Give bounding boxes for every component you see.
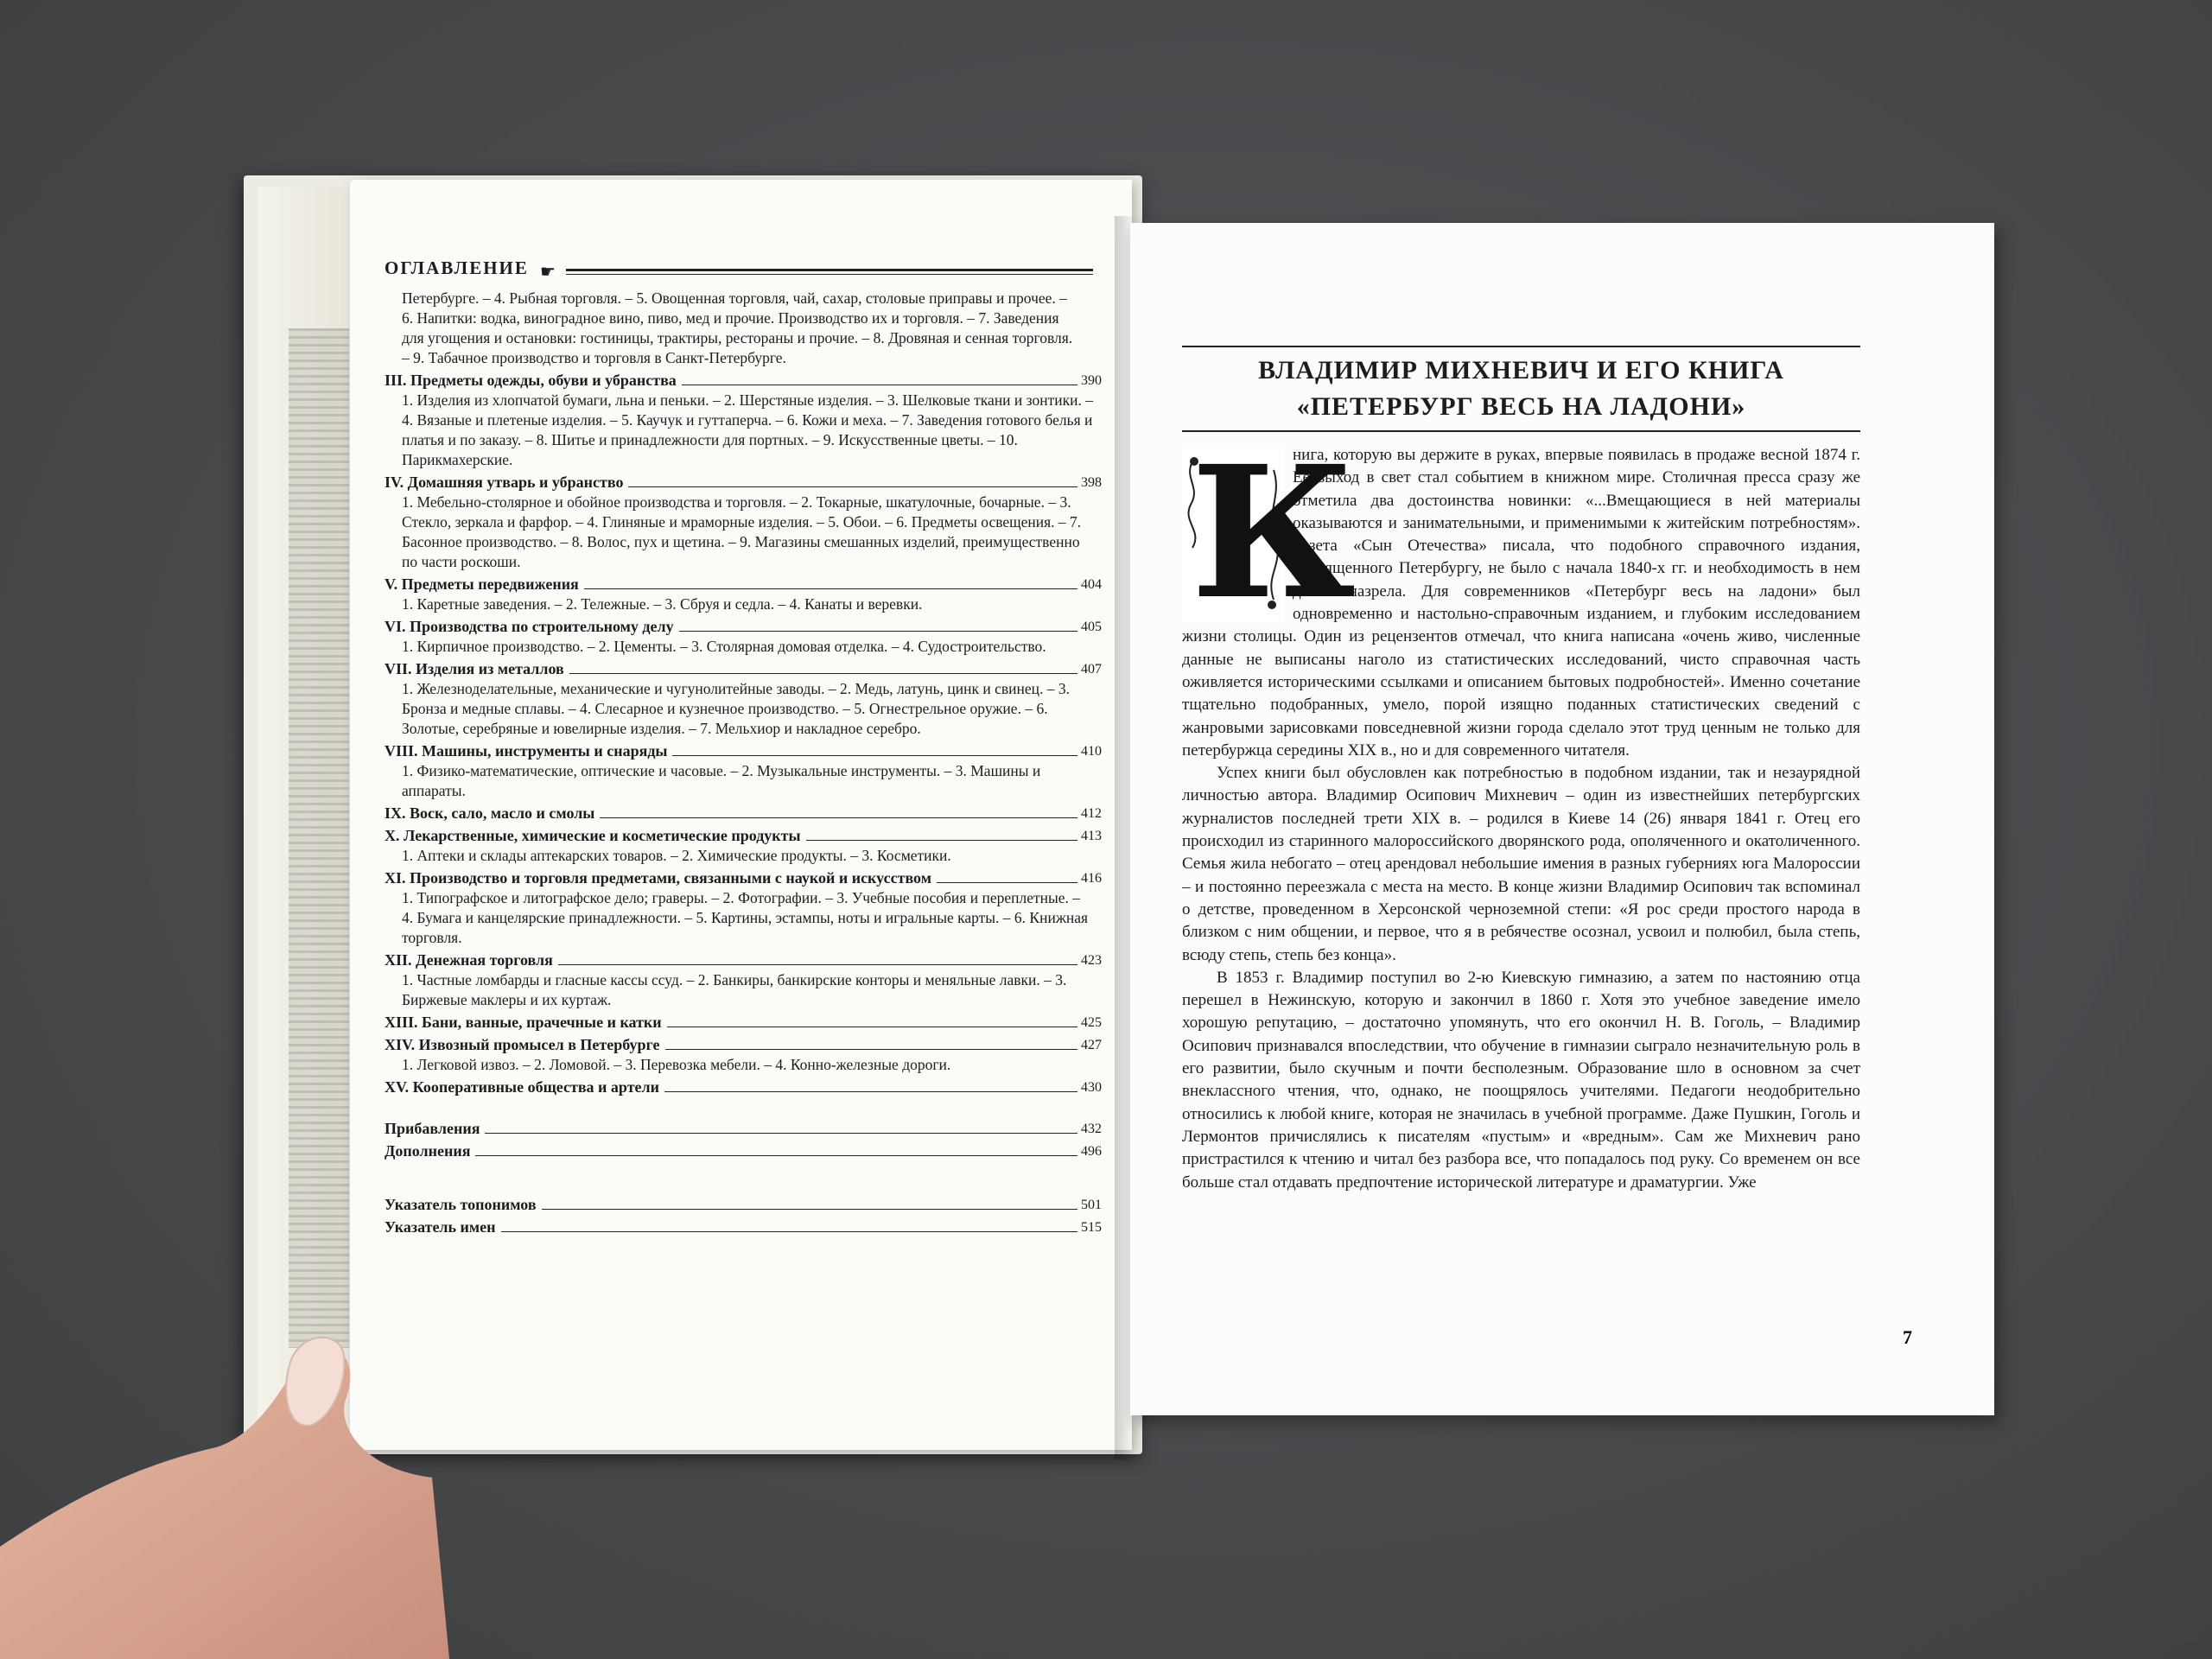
article-title-line-2: «ПЕТЕРБУРГ ВЕСЬ НА ЛАДОНИ»	[1296, 392, 1746, 421]
toc-entry	[385, 1035, 1102, 1075]
toc-entry-line	[385, 1013, 1102, 1033]
toc-appendix	[385, 1119, 1102, 1161]
toc-entry-page: 410	[1081, 744, 1102, 759]
right-page	[1130, 223, 1994, 1415]
toc-continued-text: Петербурге. – 4. Рыбная торговля. – 5. Овощенная торговля, чай, сахар, столовые приправы и прочее. – 6. Напитки: водка, виноградное вино, пиво, мед и прочие. Производство их и торговля. – 7. Заведения для угощения и остановки: гостиницы, трактиры, рестораны и прочие. – 8. Дровяная и сенная торговля. – 9. Табачное производство и торговля в Санкт-Петербурге.	[402, 289, 1073, 366]
toc-entry-subitems: 1. Легковой извоз. – 2. Ломовой. – 3. Перевозка мебели. – 4. Конно-железные дороги.	[402, 1056, 951, 1073]
article-title	[1182, 353, 1860, 425]
toc-entry-title: VII. Изделия из металлов	[385, 660, 564, 677]
toc-leader-line	[664, 1091, 1077, 1092]
toc-leader-line	[558, 964, 1077, 965]
toc-entry	[385, 1217, 1102, 1237]
toc-entry	[385, 575, 1102, 614]
toc-leader-line	[475, 1155, 1077, 1156]
toc-entry-line	[385, 575, 1102, 594]
toc-entry-page: 413	[1081, 829, 1102, 843]
dropcap-letter: К	[1191, 426, 1357, 639]
toc-entry-line	[385, 741, 1102, 761]
toc-entry-line	[385, 473, 1102, 493]
toc-entry-page: 398	[1081, 475, 1102, 490]
title-rule-top	[1182, 346, 1860, 347]
toc-entry	[385, 1119, 1102, 1139]
toc-entry-page: 390	[1081, 373, 1102, 388]
toc-entry	[385, 741, 1102, 801]
toc-entry-page: 423	[1081, 953, 1102, 968]
toc-entry-subitems: 1. Аптеки и склады аптекарских товаров. – 2. Химические продукты. – 3. Косметики.	[402, 847, 951, 864]
toc-entry-page: 501	[1081, 1198, 1102, 1212]
toc-entry	[385, 826, 1102, 866]
toc-entry-subitems: 1. Типографское и литографское дело; граверы. – 2. Фотографии. – 3. Учебные пособия и переплетные. – 4. Бумага и канцелярские принадлежности. – 5. Картины, эстампы, ноты и игральные карты. – 6. Книжная торговля.	[402, 889, 1089, 946]
toc-entry	[385, 617, 1102, 657]
toc-entry-page: 404	[1081, 577, 1102, 592]
toc-entry	[385, 804, 1102, 823]
toc-header	[385, 257, 1102, 287]
toc-entry-title: VIII. Машины, инструменты и снаряды	[385, 742, 668, 760]
toc-entry-title: XII. Денежная торговля	[385, 951, 553, 969]
toc-entry-line	[385, 1035, 1102, 1055]
paragraph-3: В 1853 г. Владимир поступил во 2-ю Киевскую гимназию, а затем по настоянию отца перешел в Нежинскую, которую и закончил в 1860 г. Хотя это учебное заведение имело хорошую репутацию, – достаточно упомянуть, что его окончил Н. В. Гоголь, – Владимир Осипович признавался впоследствии, что обучение в гимназии сыграло незначительную роль в его развитии, было скучным и почти бесполезным. Образование шло в основном за счет внеклассного чтения, что, однако, не поощрялось учителями. Педагоги неодобрительно относились к любой книге, которая не значилась в учебной программе. Даже Пушкин, Гоголь и Лермонтов причислялись к писателям «пустым» и «вредным». Сам же Михневич рано пристрастился к чтению и читал без разбора все, что попадалось под руку. Со временем он все больше стал отдавать предпочтение исторической литературе и драматургии. Уже	[1182, 968, 1860, 1192]
toc-entry-line	[385, 1195, 1102, 1215]
toc-leader-line	[628, 486, 1077, 487]
toc-entry-line	[385, 804, 1102, 823]
toc-entry-page: 416	[1081, 871, 1102, 886]
toc-leader-line	[584, 588, 1077, 589]
toc-entry-page: 515	[1081, 1220, 1102, 1235]
header-rule	[566, 269, 1093, 275]
toc-entry-title: XIII. Бани, ванные, прачечные и катки	[385, 1014, 662, 1031]
toc-entry-page: 412	[1081, 806, 1102, 821]
toc-entry-title: III. Предметы одежды, обуви и убранства	[385, 372, 677, 389]
toc-entry-page: 430	[1081, 1080, 1102, 1095]
toc-entry-subitems: 1. Частные ломбарды и гласные кассы ссуд. – 2. Банкиры, банкирские конторы и меняльные лавки. – 3. Биржевые маклеры и их куртаж.	[402, 971, 1067, 1008]
toc-entry-line	[385, 617, 1102, 637]
toc-entry-line	[385, 659, 1102, 679]
toc-leader-line	[542, 1209, 1077, 1210]
toc-entry-title: IX. Воск, сало, масло и смолы	[385, 804, 595, 822]
toc-entry-line	[385, 950, 1102, 970]
toc-entry-subitems: 1. Железноделательные, механические и чугунолитейные заводы. – 2. Медь, латунь, цинк и свинец. – 3. Бронза и медные сплавы. – 4. Слесарное и кузнечное производство. – 5. Огнестрельное оружие. – 6. Золотые, серебряные и ювелирные изделия. – 7. Мельхиор и накладное серебро.	[402, 680, 1070, 737]
toc-leader-line	[569, 673, 1077, 674]
toc-leader-line	[672, 755, 1077, 756]
toc-leader-line	[600, 817, 1077, 818]
toc-indexes	[385, 1195, 1102, 1237]
toc-entry-title: XV. Кооперативные общества и артели	[385, 1078, 659, 1096]
toc-entry	[385, 950, 1102, 1010]
toc-leader-line	[806, 840, 1077, 841]
toc-block	[385, 257, 1102, 1237]
toc-leader-line	[665, 1049, 1078, 1050]
toc-entry-page: 432	[1081, 1122, 1102, 1136]
cover-illustration-strip	[289, 328, 349, 1348]
toc-entry-title: IV. Домашняя утварь и убранство	[385, 474, 624, 491]
toc-entry-line	[385, 1217, 1102, 1237]
toc-entry-title: Дополнения	[385, 1142, 471, 1160]
toc-leader-line	[937, 882, 1077, 883]
toc-leader-line	[501, 1231, 1077, 1232]
page-number: 7	[1903, 1326, 1912, 1348]
hand-holding-book	[0, 1331, 449, 1659]
toc-leader-line	[485, 1133, 1077, 1134]
article-title-line-1: ВЛАДИМИР МИХНЕВИЧ И ЕГО КНИГА	[1258, 356, 1784, 385]
ornamental-dropcap	[1182, 426, 1357, 639]
toc-entry	[385, 1195, 1102, 1215]
toc-entry-page: 427	[1081, 1038, 1102, 1052]
toc-entry-subitems: 1. Кирпичное производство. – 2. Цементы. – 3. Столярная домовая отделка. – 4. Судостроительство.	[402, 638, 1046, 655]
toc-entry-line	[385, 371, 1102, 391]
toc-entry-page: 407	[1081, 662, 1102, 677]
toc-entry	[385, 371, 1102, 470]
toc-entry-line	[385, 1141, 1102, 1161]
left-page	[350, 180, 1132, 1450]
paragraph-1: нига, которую вы держите в руках, впервые появилась в продаже весной 1874 г. Ее выход в свет стал событием в книжном мире. Столичная пресса сразу же отметила два достоинства новинки: «...Вмещающиеся в ней материалы оказываются и занимательными, и применимыми к житейским потребностям». Газета «Сын Отечества» писала, что подобного справочного издания, посвященного Петербургу, не было с начала 1840-х гг. и необходимость в нем давно назрела. Для современников «Петербург весь на ладони» был одновременно и настольно-справочным изданием, и глубоким исследованием жизни столицы. Один из рецензентов отмечал, что книга написана «очень живо, численные данные не выписаны наголо из статистических исследований, чисто справочная часть оживляется историческими ссылками и описанием бытовых подробностей». Именно сочетание тщательно подобранных, умело, порой изящно поданных статистических сведений с жанровыми зарисовками повседневной жизни города сделало этот труд ценным не только для петербуржца середины XIX в., но и для современного читателя.	[1182, 446, 1860, 760]
toc-leader-line	[679, 631, 1077, 632]
toc-entry-subitems: 1. Мебельно-столярное и обойное производства и торговля. – 2. Токарные, шкатулочные, бочарные. – 3. Стекло, зеркала и фарфор. – 4. Глиняные и мраморные изделия. – 5. Обои. – 6. Предметы освещения. – 7. Басонное производство. – 8. Волос, пух и щетина. – 9. Магазины смешанных изделий, преимущественно по части роскоши.	[402, 493, 1082, 570]
toc-entry-line	[385, 1119, 1102, 1139]
toc-entry-line	[385, 826, 1102, 846]
toc-entry-line	[385, 1077, 1102, 1097]
toc-entry	[385, 1013, 1102, 1033]
toc-entry-title: XI. Производство и торговля предметами, связанными с наукой и искусством	[385, 869, 931, 887]
toc-entry-title: VI. Производства по строительному делу	[385, 618, 674, 635]
toc-entry	[385, 659, 1102, 739]
toc-title: ОГЛАВЛЕНИЕ	[385, 257, 529, 278]
toc-entry-page: 496	[1081, 1144, 1102, 1159]
toc-entries	[385, 371, 1102, 1097]
toc-entry-title: XIV. Извозный промысел в Петербурге	[385, 1036, 660, 1053]
article-block	[1182, 346, 1860, 1194]
toc-entry-title: Прибавления	[385, 1120, 480, 1137]
toc-entry-subitems: 1. Каретные заведения. – 2. Тележные. – 3. Сбруя и седла. – 4. Канаты и веревки.	[402, 595, 923, 613]
toc-entry	[385, 868, 1102, 948]
paragraph-2: Успех книги был обусловлен как потребностью в подобном издании, так и незаурядной личностью автора. Владимир Осипович Михневич – один из известнейших петербургских журналистов последней трети XIX в. – родился в Киеве 14 (26) января 1841 г. Отец его происходил из старинного малороссийского дворянского рода, ополяченного и окатоличенного. Семья жила небогато – отец арендовал небольшие имения в разных губерниях юга Малороссии – и постоянно переезжала с места на место. В конце жизни Владимир Осипович так вспоминал о детстве, проведенном в Херсонской черноземной степи: «Я рос среди простого народа в близком с ним общении, и первое, что я в ребячестве осознал, усвоил и полюбил, была степь, всюду степь, степь без конца».	[1182, 764, 1860, 964]
toc-entry-title: V. Предметы передвижения	[385, 575, 579, 593]
toc-entry-line	[385, 868, 1102, 888]
toc-entry-title: Указатель имен	[385, 1218, 496, 1236]
toc-entry	[385, 1141, 1102, 1161]
toc-entry-page: 405	[1081, 620, 1102, 634]
toc-entry-title: Указатель топонимов	[385, 1196, 537, 1213]
article-body	[1182, 426, 1860, 1194]
toc-entry	[385, 1077, 1102, 1097]
toc-entry-subitems: 1. Изделия из хлопчатой бумаги, льна и пеньки. – 2. Шерстяные изделия. – 3. Шелковые ткани и зонтики. – 4. Вязаные и плетеные изделия. – 5. Каучук и гуттаперча. – 6. Кожи и меха. – 7. Заведения готового белья и платья и по заказу. – 8. Шитье и принадлежности для портных. – 9. Искусственные цветы. – 10. Парикмахерские.	[402, 391, 1093, 468]
pointing-hand-icon: ☛	[540, 263, 556, 282]
toc-entry-title: X. Лекарственные, химические и косметические продукты	[385, 827, 801, 844]
toc-entry-page: 425	[1081, 1015, 1102, 1030]
toc-entry	[385, 473, 1102, 572]
toc-entry-subitems: 1. Физико-математические, оптические и часовые. – 2. Музыкальные инструменты. – 3. Машины и аппараты.	[402, 762, 1041, 799]
